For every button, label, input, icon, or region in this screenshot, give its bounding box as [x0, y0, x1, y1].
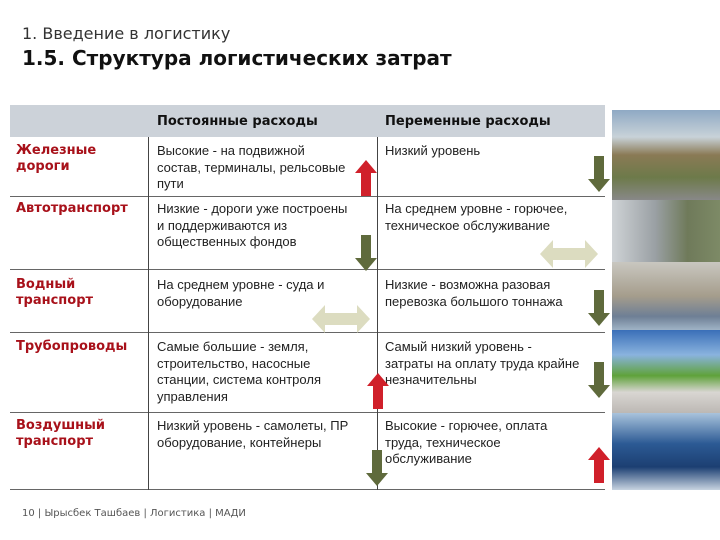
transport-mode: Воздушный транспорт — [16, 418, 106, 449]
up-arrow-icon — [367, 373, 389, 413]
transport-mode: Автотранспорт — [16, 201, 128, 216]
medium-arrow-icon — [312, 305, 370, 337]
section-subtitle: 1. Введение в логистику — [22, 24, 231, 43]
down-arrow-icon — [588, 362, 610, 402]
down-arrow-icon — [588, 156, 610, 196]
airplane-photo — [612, 413, 720, 490]
truck-photo — [612, 200, 720, 262]
column-divider — [377, 137, 378, 490]
variable-cost-cell: Низкий уровень — [385, 143, 481, 158]
up-arrow-icon — [588, 447, 610, 487]
transport-mode: Водный транспорт — [16, 277, 94, 308]
page-title: 1.5. Структура логистических затрат — [22, 46, 452, 70]
fixed-cost-cell: Низкий уровень - самолеты, ПР оборудование, контейнеры — [157, 418, 349, 450]
variable-cost-cell: Самый низкий уровень - затраты на оплату труда крайне незначительны — [385, 339, 580, 387]
footer: 10 | Ырысбек Ташбаев | Логистика | МАДИ — [22, 508, 246, 519]
variable-cost-cell: Высокие - горючее, оплата труда, техническое обслуживание — [385, 418, 548, 466]
fixed-cost-cell: Низкие - дороги уже построены и поддерживаются из общественных фондов — [157, 201, 348, 249]
column-header-fixed: Постоянные расходы — [157, 114, 318, 129]
fixed-cost-cell: На среднем уровне - суда и оборудование — [157, 277, 325, 309]
medium-arrow-icon — [540, 240, 598, 272]
column-header-variable: Переменные расходы — [385, 114, 551, 129]
variable-cost-cell: Низкие - возможна разовая перевозка большого тоннажа — [385, 277, 563, 309]
column-divider — [148, 137, 149, 490]
down-arrow-icon — [355, 235, 377, 275]
pipeline-photo — [612, 330, 720, 413]
transport-mode: Трубопроводы — [16, 339, 128, 354]
down-arrow-icon — [366, 450, 388, 490]
fixed-cost-cell: Высокие - на подвижной состав, терминалы, рельсовые пути — [157, 143, 346, 191]
down-arrow-icon — [588, 290, 610, 330]
up-arrow-icon — [355, 160, 377, 200]
railway-photo — [612, 110, 720, 200]
fixed-cost-cell: Самые большие - земля, строительство, насосные станции, система контроля управления — [157, 339, 321, 404]
ship-photo — [612, 262, 720, 330]
transport-mode: Железные дороги — [16, 143, 97, 174]
variable-cost-cell: На среднем уровне - горючее, техническое обслуживание — [385, 201, 568, 233]
